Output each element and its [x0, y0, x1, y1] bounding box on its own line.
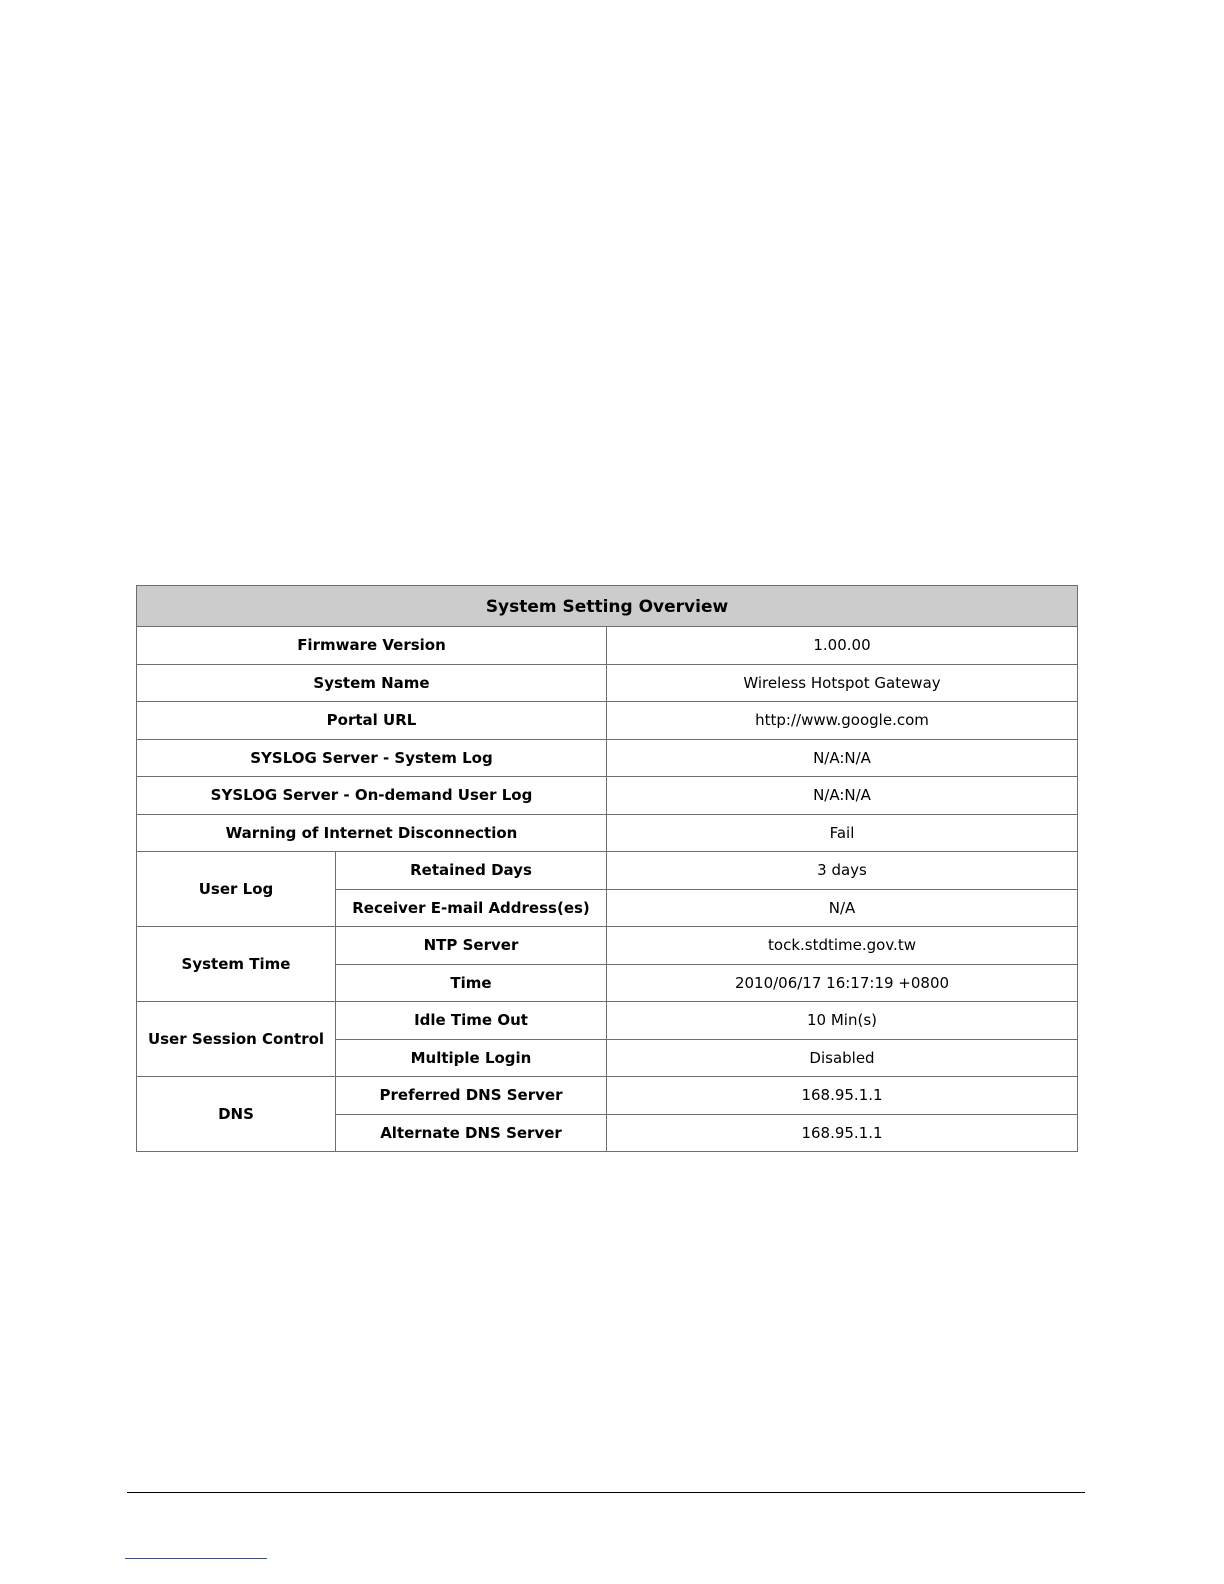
- row-value-portal-url: http://www.google.com: [607, 702, 1078, 740]
- table-title: System Setting Overview: [137, 586, 1078, 627]
- table-row: [137, 852, 1078, 890]
- row-value-ntp-server: tock.stdtime.gov.tw: [607, 927, 1078, 965]
- row-label-firmware-version: Firmware Version: [137, 627, 607, 665]
- row-label-time: Time: [336, 964, 607, 1002]
- footer-divider: [127, 1492, 1085, 1493]
- table-row: [137, 1077, 1078, 1115]
- table-row: [137, 739, 1078, 777]
- table-row: [137, 1002, 1078, 1040]
- footer-link-underline: [125, 1558, 267, 1559]
- row-value-idle-time-out: 10 Min(s): [607, 1002, 1078, 1040]
- row-label-receiver-email: Receiver E-mail Address(es): [336, 889, 607, 927]
- row-label-retained-days: Retained Days: [336, 852, 607, 890]
- row-label-syslog-user-log: SYSLOG Server - On-demand User Log: [137, 777, 607, 815]
- table-row: [137, 927, 1078, 965]
- row-value-receiver-email: N/A: [607, 889, 1078, 927]
- row-value-internet-disconnection-warning: Fail: [607, 814, 1078, 852]
- row-label-portal-url: Portal URL: [137, 702, 607, 740]
- row-value-preferred-dns: 168.95.1.1: [607, 1077, 1078, 1115]
- table-row: [137, 664, 1078, 702]
- row-value-firmware-version: 1.00.00: [607, 627, 1078, 665]
- row-label-internet-disconnection-warning: Warning of Internet Disconnection: [137, 814, 607, 852]
- row-value-syslog-user-log: N/A:N/A: [607, 777, 1078, 815]
- table-row: [137, 777, 1078, 815]
- row-value-syslog-system-log: N/A:N/A: [607, 739, 1078, 777]
- group-label-dns: DNS: [137, 1077, 336, 1152]
- table-row: [137, 702, 1078, 740]
- table-header-row: [137, 586, 1078, 627]
- row-label-ntp-server: NTP Server: [336, 927, 607, 965]
- table-row: [137, 627, 1078, 665]
- row-value-system-name: Wireless Hotspot Gateway: [607, 664, 1078, 702]
- system-setting-overview-table: [136, 585, 1078, 1152]
- group-label-user-session-control: User Session Control: [137, 1002, 336, 1077]
- row-label-preferred-dns: Preferred DNS Server: [336, 1077, 607, 1115]
- row-label-syslog-system-log: SYSLOG Server - System Log: [137, 739, 607, 777]
- row-label-idle-time-out: Idle Time Out: [336, 1002, 607, 1040]
- row-label-multiple-login: Multiple Login: [336, 1039, 607, 1077]
- row-label-system-name: System Name: [137, 664, 607, 702]
- row-value-alternate-dns: 168.95.1.1: [607, 1114, 1078, 1152]
- group-label-user-log: User Log: [137, 852, 336, 927]
- row-value-retained-days: 3 days: [607, 852, 1078, 890]
- table-row: [137, 814, 1078, 852]
- row-value-time: 2010/06/17 16:17:19 +0800: [607, 964, 1078, 1002]
- group-label-system-time: System Time: [137, 927, 336, 1002]
- row-value-multiple-login: Disabled: [607, 1039, 1078, 1077]
- row-label-alternate-dns: Alternate DNS Server: [336, 1114, 607, 1152]
